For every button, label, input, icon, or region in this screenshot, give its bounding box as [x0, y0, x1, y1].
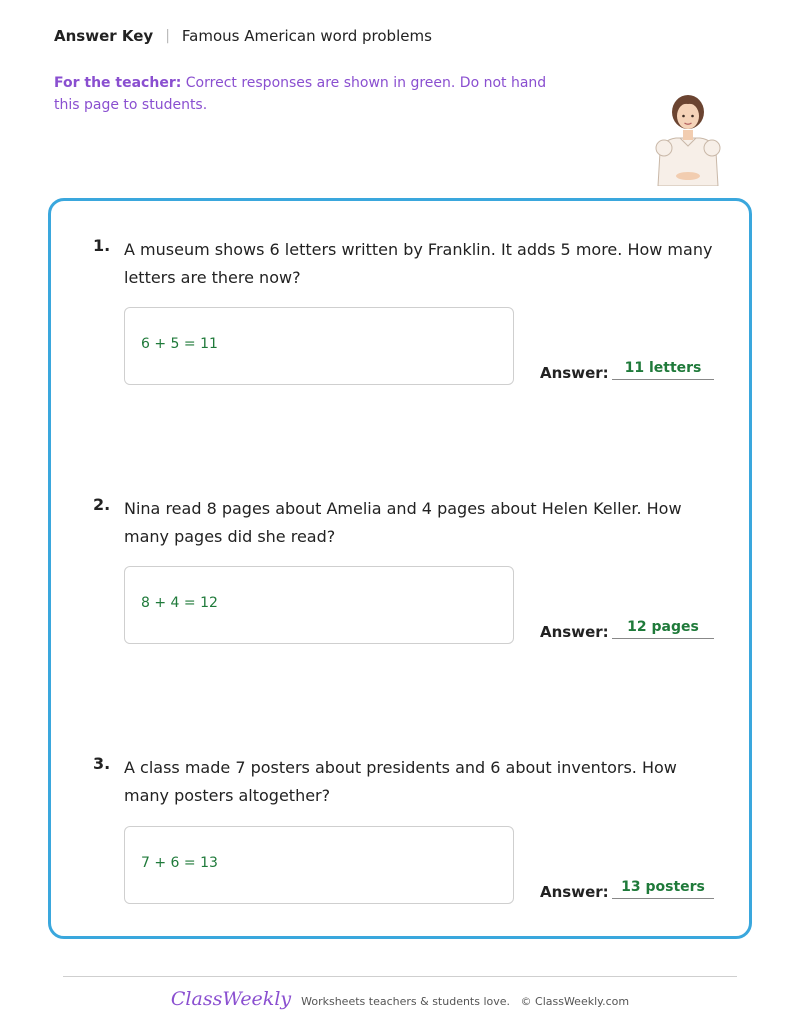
footer-divider	[63, 976, 737, 977]
answer-label: Answer:	[540, 883, 609, 901]
footer-tagline: Worksheets teachers & students love. © ClassWeekly.com	[301, 995, 630, 1008]
work-equation: 7 + 6 = 13	[141, 855, 218, 871]
brand-logo: ClassWeekly	[170, 988, 292, 1010]
teacher-avatar-illustration	[652, 92, 724, 186]
answer-key-label: Answer Key	[54, 27, 154, 45]
work-box	[124, 307, 514, 385]
problem-number: 1.	[93, 236, 111, 255]
answer-value: 11 letters	[612, 358, 714, 380]
answer-label: Answer:	[540, 364, 609, 382]
page-header	[54, 26, 432, 46]
work-box	[124, 566, 514, 644]
problems-card	[48, 198, 752, 939]
problem-number: 3.	[93, 754, 111, 773]
work-equation: 6 + 5 = 11	[141, 336, 218, 352]
answer-value: 12 pages	[612, 617, 714, 639]
problem-text: A museum shows 6 letters written by Franklin. It adds 5 more. How many letters are there now?	[124, 240, 713, 287]
teacher-note-lead: For the teacher:	[54, 75, 182, 91]
teacher-note-text: Correct responses are shown in green. Do not hand this page to students.	[54, 75, 547, 113]
answer-label: Answer:	[540, 623, 609, 641]
page-footer	[0, 988, 800, 1010]
work-box	[124, 826, 514, 904]
header-separator: |	[165, 28, 170, 44]
problem-text: A class made 7 posters about presidents and 6 about inventors. How many posters altogether?	[124, 758, 677, 805]
problem-number: 2.	[93, 495, 111, 514]
answer-value: 13 posters	[612, 877, 714, 899]
work-equation: 8 + 4 = 12	[141, 595, 218, 611]
teacher-note	[54, 72, 574, 116]
problem-text: Nina read 8 pages about Amelia and 4 pages about Helen Keller. How many pages did she read?	[124, 499, 682, 546]
worksheet-title: Famous American word problems	[181, 27, 432, 45]
